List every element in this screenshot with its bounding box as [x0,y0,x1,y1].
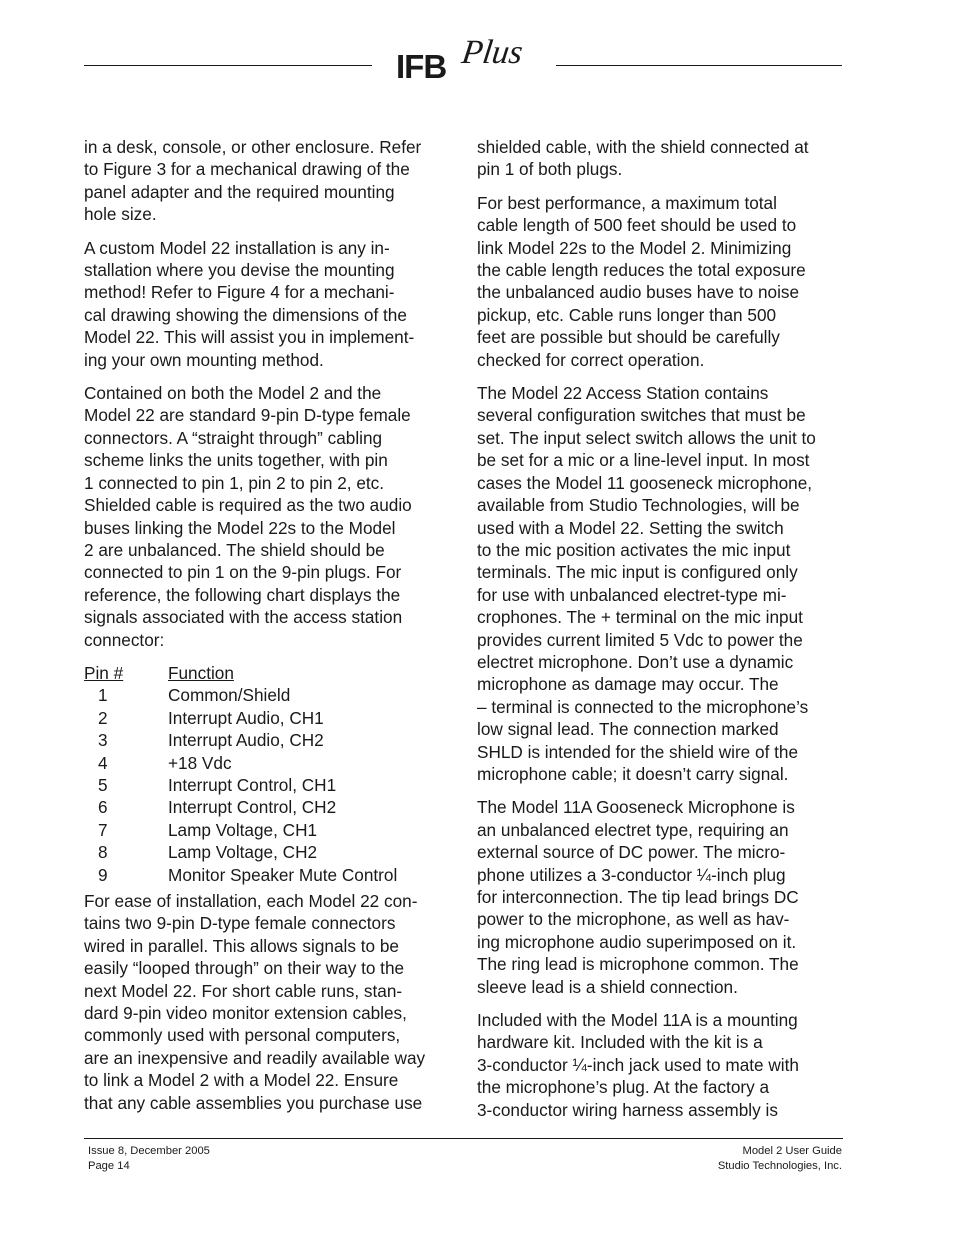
paragraph: shielded cable, with the shield connected at pin 1 of both plugs. [477,137,809,180]
table-row [84,707,456,729]
pin-table-header [84,662,456,684]
paragraph: For best performance, a maximum total cable length of 500 feet should be used to link Model 22s to the Model 2. Minimizing the cable length reduces the total exposure the unbalanced audio buses have to noise pickup, etc. Cable runs longer than 500 feet are possible but should be carefully checked for correct operation. [477,192,806,370]
header-rule-right [556,65,842,66]
header-rule-left [84,65,372,66]
page-number: Page 14 [88,1160,130,1172]
table-row [84,819,456,841]
pin-function: Interrupt Audio, CH2 [168,730,324,751]
logo-main-text: IFB [396,48,447,85]
table-row [84,752,456,774]
paragraph: The Model 11A Gooseneck Microphone is an unbalanced electret type, requiring an external source of DC power. The micro- phone utilizes a 3-conductor ¼-inch plug for interconnection. The tip lead brings DC power to the microphone, as well as hav- ing microphone audio superimposed on it. The ring lead is microphone common. The sleeve lead is a shield connection. [477,797,799,997]
pin-number: 2 [98,707,108,728]
pin-function: Lamp Voltage, CH2 [168,842,318,863]
footer-right [718,1144,842,1174]
paragraph: For ease of installation, each Model 22 con- tains two 9-pin D-type female connectors wired in parallel. This allows signals to be easily “looped through” on their way to the next Model 22. For short cable runs, stan- dard 9-pin video monitor extension cables, commonly used with personal computers, are an inexpensive and readily available way to link a Model 2 with a Model 22. Ensure that any cable assemblies you purchase use [84,891,426,1113]
pin-number: 4 [98,752,108,773]
logo-script-text: Plus [459,34,526,71]
paragraph: The Model 22 Access Station contains several configuration switches that must be set. The input select switch allows the unit to be set for a mic or a line-level input. In most cases the Model 11 gooseneck microphone, available from Studio Technologies, will be used with a Model 22. Setting the switch to the mic position activates the mic input terminals. The mic input is configured only for use with unbalanced electret-type mi- crophones. The + terminal on the mic input provides current limited 5 Vdc to power the electret microphone. Don’t use a dynamic microphone as damage may occur. The – terminal is connected to the microphone’s low signal lead. The connection marked SHLD is intended for the shield wire of the microphone cable; it doesn’t carry signal. [477,383,816,784]
pin-number: 1 [98,685,108,706]
pin-function: +18 Vdc [168,752,232,773]
company-name: Studio Technologies, Inc. [717,1160,842,1172]
function-header: Function [168,662,234,683]
issue-date: Issue 8, December 2005 [88,1145,210,1157]
pin-header: Pin # [84,662,124,683]
guide-title: Model 2 User Guide [742,1145,842,1157]
pin-number: 3 [98,730,108,751]
table-row [84,729,456,751]
table-row [84,796,456,818]
paragraph: Included with the Model 11A is a mounting hardware kit. Included with the kit is a 3-conductor ¼-inch jack used to mate with the microphone’s plug. At the factory a 3-conductor wiring harness assembly is [477,1010,799,1120]
left-column [84,136,456,1125]
paragraph: in a desk, console, or other enclosure. Refer to Figure 3 for a mechanical drawing of the panel adapter and the required mounting hole size. [84,137,422,225]
pin-function: Common/Shield [168,685,291,706]
pin-number: 5 [98,774,108,795]
pin-function: Interrupt Audio, CH1 [168,707,324,728]
pin-number: 8 [98,842,108,863]
pin-function: Monitor Speaker Mute Control [168,864,398,885]
pin-number: 9 [98,864,108,885]
footer-rule [84,1138,843,1139]
pin-function-table [84,662,456,886]
pin-function: Lamp Voltage, CH1 [168,819,318,840]
table-row [84,684,456,706]
pin-function: Interrupt Control, CH2 [168,797,337,818]
pin-number: 6 [98,797,108,818]
table-row [84,864,456,886]
footer-left [88,1144,210,1174]
right-column [477,136,847,1132]
table-row [84,774,456,796]
paragraph: Contained on both the Model 2 and the Model 22 are standard 9-pin D-type female connectors. A “straight through” cabling scheme links the units together, with pin 1 connected to pin 1, pin 2 to pin 2, etc. Shielded cable is required as the two audio buses linking the Model 22s to the Model 2 are unbalanced. The shield should be connected to pin 1 on the 9-pin plugs. For reference, the following chart displays the signals associated with the access station connector: [84,383,412,650]
table-row [84,841,456,863]
paragraph: A custom Model 22 installation is any in- stallation where you devise the mounting method! Refer to Figure 4 for a mechani- cal drawing showing the dimensions of the Model 22. This will assist you in implement- ing your own mounting method. [84,237,415,370]
ifb-plus-logo [396,34,536,86]
pin-function: Interrupt Control, CH1 [168,774,337,795]
pin-number: 7 [98,819,108,840]
